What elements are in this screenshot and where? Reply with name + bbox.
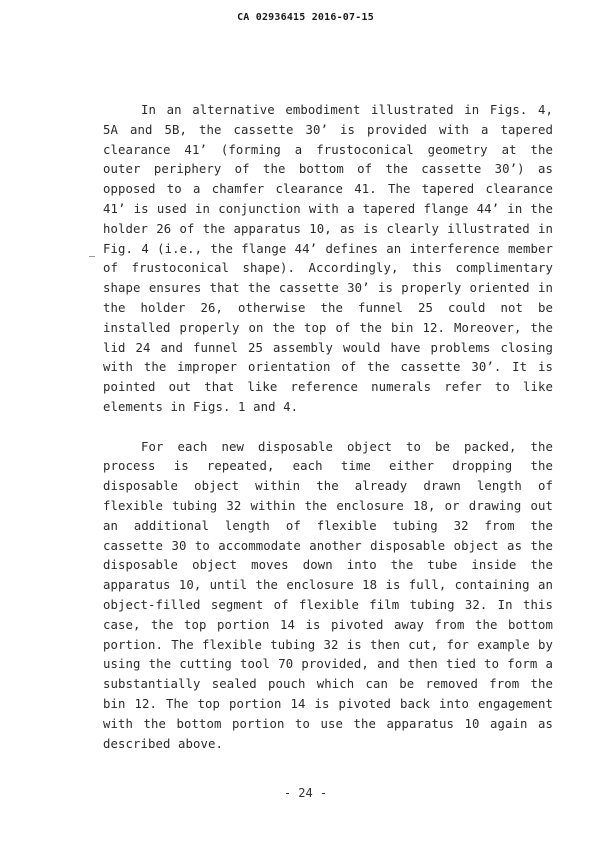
paragraph-alternative-embodiment: In an alternative embodiment illustrated in Figs. 4, 5A and 5B, the cassette 30’ is provided with a tapered clearance 41’ (forming a frustoconical geometry at the outer periphery of the bottom of the cassette 30’) as opposed to a chamfer clearance 41. The tapered clearance 41’ is used in conjunction with a tapered flange 44’ in the holder 26 of the apparatus 10, as is clearly illustrated in Fig. 4 (i.e., the flange 44’ defines an interference member of frustoconical shape). Accordingly, this complimentary shape ensures that the cassette 30’ is properly oriented in the holder 26, otherwise the funnel 25 could not be installed properly on the top of the bin 12. Moreover, the lid 24 and funnel 25 assembly would have problems closing with the improper orientation of the cassette 30’. It is pointed out that like reference numerals refer to like elements in Figs. 1 and 4. <box>103 103 553 414</box>
margin-mark <box>89 256 95 257</box>
page-number: - 24 - <box>283 786 328 800</box>
document-header: CA 02936415 2016-07-15 <box>237 12 374 23</box>
document-body <box>103 101 553 754</box>
paragraph-packing-process: For each new disposable object to be packed, the process is repeated, each time either dropping the disposable object within the already drawn length of flexible tubing 32 within the enclosure 18, or drawing out an additional length of flexible tubing 32 from the cassette 30 to accommodate another disposable object as the disposable object moves down into the tube inside the apparatus 10, until the enclosure 18 is full, containing an object-filled segment of flexible film tubing 32. In this case, the top portion 14 is pivoted away from the bottom portion. The flexible tubing 32 is then cut, for example by using the cutting tool 70 provided, and then tied to form a substantially sealed pouch which can be removed from the bin 12. The top portion 14 is pivoted back into engagement with the bottom portion to use the apparatus 10 again as described above. <box>103 439 553 751</box>
